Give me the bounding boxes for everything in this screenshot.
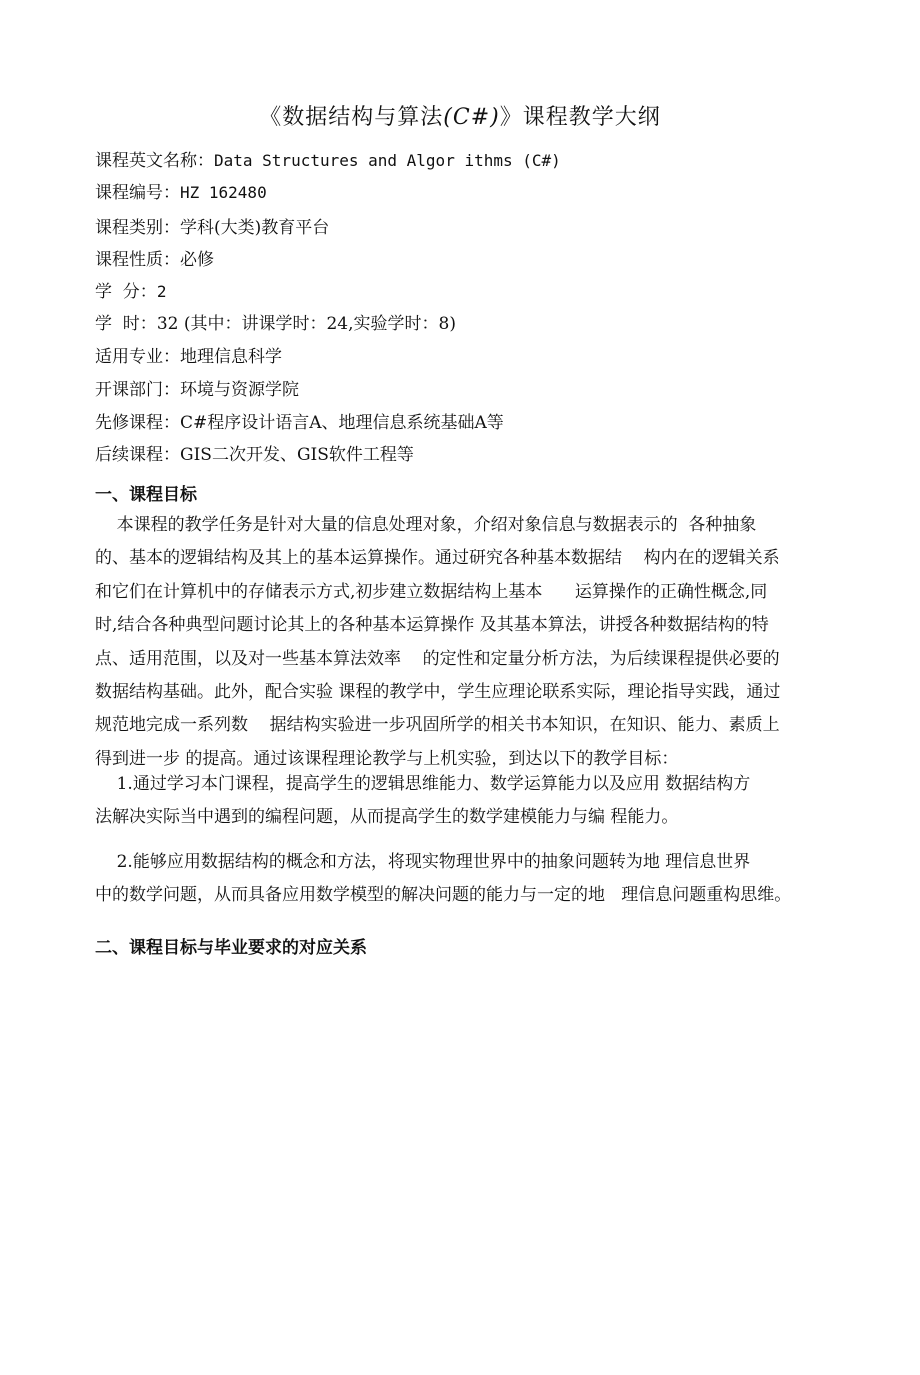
meta-value: HZ 162480 (180, 183, 267, 202)
paragraph-line: 中的数学问题，从而具备应用数学模型的解决问题的能力与一定的地 理信息问题重构思维。 (95, 885, 792, 906)
paragraph-line: 点、适用范围，以及对一些基本算法效率 的定性和定量分析方法，为后续课程提供必要的 (95, 648, 780, 669)
meta-follow-up (95, 444, 414, 466)
meta-label: 课程类别： (95, 218, 180, 238)
meta-course-nature (95, 249, 214, 271)
paragraph-course-objectives (95, 509, 833, 776)
meta-value: 32 (其中：讲课学时：24,实验学时：8) (156, 314, 456, 334)
meta-value: 环境与资源学院 (180, 380, 299, 400)
paragraph-line: 和它们在计算机中的存储表示方式,初步建立数据结构上基本 运算操作的正确性概念,同 (95, 581, 768, 602)
paragraph-line: 时,结合各种典型问题讨论其上的各种基本运算操作 及其基本算法，讲授各种数据结构的特 (95, 615, 769, 636)
paragraph-line: 2.能够应用数据结构的概念和方法，将现实物理世界中的抽象问题转为地 理信息世界 (95, 852, 751, 872)
meta-label: 课程性质： (95, 250, 180, 270)
paragraph-line: 规范地完成一系列数 据结构实验进一步巩固所学的相关书本知识，在知识、能力、素质上 (95, 715, 780, 736)
meta-value: 必修 (180, 250, 214, 270)
section-heading-2: 二、课程目标与毕业要求的对应关系 (95, 938, 367, 958)
paragraph-line: 数据结构基础。此外，配合实验 课程的教学中，学生应理论联系实际，理论指导实践，通过 (95, 682, 781, 703)
meta-value: 学科(大类)教育平台 (180, 218, 330, 238)
meta-credits (95, 281, 166, 303)
meta-label: 先修课程： (95, 413, 180, 433)
section-heading-1: 一、课程目标 (95, 485, 197, 505)
meta-label: 课程编号： (95, 183, 180, 203)
paragraph-line: 1.通过学习本门课程，提高学生的逻辑思维能力、数学运算能力以及应用 数据结构方 (95, 774, 751, 794)
document-title (0, 100, 920, 131)
paragraph-line: 得到进一步 的提高。通过该课程理论教学与上机实验，到达以下的教学目标： (95, 748, 679, 769)
paragraph-objective-1 (95, 768, 833, 835)
meta-english-name (95, 150, 561, 172)
meta-prerequisites (95, 412, 504, 434)
meta-hours (95, 313, 456, 335)
meta-label: 课程英文名称： (95, 151, 214, 171)
meta-department (95, 379, 299, 401)
meta-label: 开课部门： (95, 380, 180, 400)
paragraph-line: 法解决实际当中遇到的编程问题，从而提高学生的数学建模能力与编 程能力。 (95, 807, 679, 828)
meta-label: 适用专业： (95, 347, 180, 367)
meta-course-code (95, 182, 267, 204)
paragraph-line: 的、基本的逻辑结构及其上的基本运算操作。通过研究各种基本数据结 构内在的逻辑关系 (95, 548, 780, 569)
meta-major (95, 346, 282, 368)
paragraph-objective-2 (95, 846, 833, 913)
title-part-1: 《数据结构与算法 (259, 105, 444, 130)
paragraph-line: 本课程的教学任务是针对大量的信息处理对象，介绍对象信息与数据表示的 各种抽象 (95, 515, 757, 535)
meta-value: Data Structures and Algor ithms (C#) (214, 151, 561, 170)
meta-value: GIS二次开发、GIS软件工程等 (180, 445, 414, 465)
meta-value: C#程序设计语言A、地理信息系统基础A等 (180, 413, 504, 433)
meta-value: 地理信息科学 (180, 347, 282, 367)
meta-label: 学 时： (95, 314, 157, 334)
meta-label: 后续课程： (95, 445, 180, 465)
title-part-3: 》课程教学大纲 (499, 105, 661, 130)
title-part-2: (C#) (443, 105, 500, 130)
meta-label: 学 分： (95, 282, 157, 302)
meta-course-category (95, 217, 329, 239)
meta-value: 2 (156, 282, 167, 301)
